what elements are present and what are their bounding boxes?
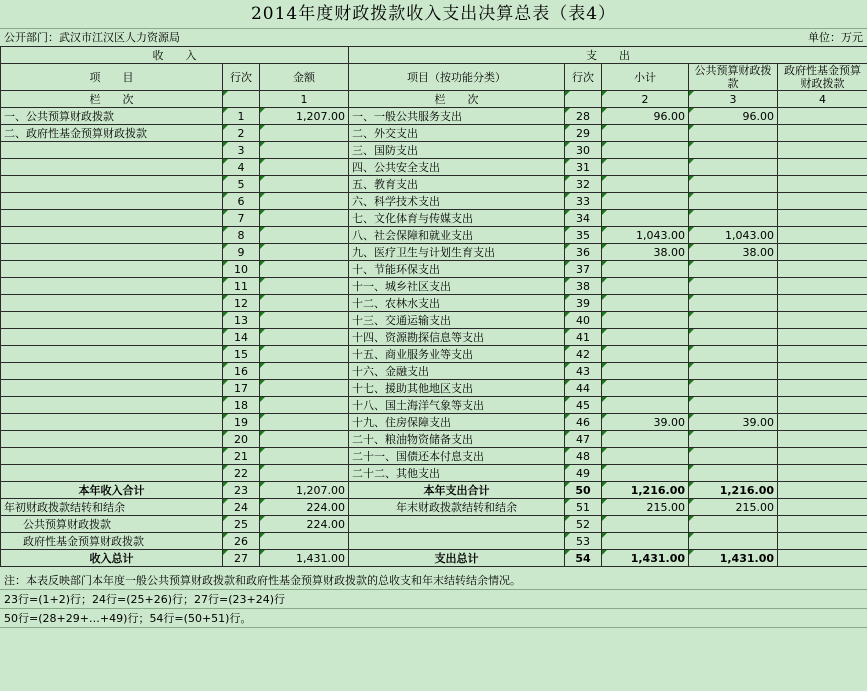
expense-fund-cell[interactable] [778, 125, 867, 142]
expense-row-no-cell[interactable]: 42 [565, 346, 602, 363]
meta-bar [0, 28, 867, 47]
expense-fund-cell[interactable] [778, 108, 867, 125]
income-row-no-cell[interactable]: 16 [223, 363, 260, 380]
expense-row-no-cell[interactable]: 30 [565, 142, 602, 159]
expense-public-cell[interactable] [689, 278, 778, 295]
income-item-cell[interactable] [1, 414, 223, 431]
table-row [1, 516, 867, 533]
lanci-blank-1[interactable] [223, 91, 260, 108]
department-label: 公开部门：武汉市江汉区人力资源局 [4, 31, 180, 44]
income-amount-cell[interactable] [260, 380, 349, 397]
income-row-no-cell[interactable]: 18 [223, 397, 260, 414]
expense-subtotal-cell[interactable] [602, 397, 689, 414]
income-item-cell[interactable]: 收入总计 [1, 550, 223, 567]
expense-public-cell[interactable] [689, 193, 778, 210]
table-row [1, 346, 867, 363]
table-row [1, 312, 867, 329]
header-fund-budget[interactable]: 政府性基金预算财政拨款 [778, 64, 867, 91]
expense-item-cell[interactable]: 十三、交通运输支出 [349, 312, 565, 329]
income-item-cell[interactable] [1, 142, 223, 159]
income-item-cell[interactable] [1, 193, 223, 210]
income-item-cell[interactable] [1, 159, 223, 176]
income-amount-cell[interactable] [260, 142, 349, 159]
expense-subtotal-cell[interactable]: 1,216.00 [602, 482, 689, 499]
expense-public-cell[interactable]: 39.00 [689, 414, 778, 431]
expense-public-cell[interactable] [689, 465, 778, 482]
expense-item-cell[interactable]: 二、外交支出 [349, 125, 565, 142]
header-item-func[interactable]: 项目（按功能分类） [349, 64, 565, 91]
expense-public-cell[interactable] [689, 312, 778, 329]
expense-row-no-cell[interactable]: 53 [565, 533, 602, 550]
expense-item-cell[interactable]: 十一、城乡社区支出 [349, 278, 565, 295]
table-row [1, 261, 867, 278]
expense-subtotal-cell[interactable] [602, 159, 689, 176]
expense-item-cell[interactable]: 七、文化体育与传媒支出 [349, 210, 565, 227]
expense-row-no-cell[interactable]: 45 [565, 397, 602, 414]
expense-subtotal-cell[interactable]: 1,431.00 [602, 550, 689, 567]
expense-row-no-cell[interactable]: 46 [565, 414, 602, 431]
lanci-label-right[interactable]: 栏 次 [349, 91, 565, 108]
expense-row-no-cell[interactable]: 49 [565, 465, 602, 482]
expense-fund-cell[interactable] [778, 465, 867, 482]
expense-public-cell[interactable]: 96.00 [689, 108, 778, 125]
expense-item-cell[interactable]: 五、教育支出 [349, 176, 565, 193]
table-row [1, 550, 867, 567]
income-amount-cell[interactable]: 1,431.00 [260, 550, 349, 567]
table-row [1, 414, 867, 431]
expense-public-cell[interactable] [689, 380, 778, 397]
expense-public-cell[interactable] [689, 448, 778, 465]
expense-row-no-cell[interactable]: 28 [565, 108, 602, 125]
expense-public-cell[interactable]: 1,431.00 [689, 550, 778, 567]
income-item-cell[interactable] [1, 346, 223, 363]
income-item-cell[interactable] [1, 261, 223, 278]
income-item-cell[interactable] [1, 278, 223, 295]
income-amount-cell[interactable] [260, 431, 349, 448]
income-amount-cell[interactable] [260, 244, 349, 261]
expense-fund-cell[interactable] [778, 312, 867, 329]
expense-fund-cell[interactable] [778, 499, 867, 516]
section-expense-header[interactable]: 支 出 [349, 47, 867, 64]
income-row-no-cell[interactable]: 5 [223, 176, 260, 193]
income-row-no-cell[interactable]: 12 [223, 295, 260, 312]
expense-subtotal-cell[interactable] [602, 312, 689, 329]
expense-public-cell[interactable]: 1,216.00 [689, 482, 778, 499]
table-row [1, 244, 867, 261]
expense-subtotal-cell[interactable] [602, 176, 689, 193]
income-row-no-cell[interactable]: 19 [223, 414, 260, 431]
income-row-no-cell[interactable]: 8 [223, 227, 260, 244]
table-row [1, 210, 867, 227]
income-item-cell[interactable] [1, 397, 223, 414]
table-row [1, 533, 867, 550]
income-item-cell[interactable] [1, 244, 223, 261]
income-item-cell[interactable]: 政府性基金预算财政拨款 [1, 533, 223, 550]
expense-row-no-cell[interactable]: 40 [565, 312, 602, 329]
expense-public-cell[interactable] [689, 159, 778, 176]
expense-public-cell[interactable]: 38.00 [689, 244, 778, 261]
expense-subtotal-cell[interactable] [602, 363, 689, 380]
table-row [1, 227, 867, 244]
table-row [1, 448, 867, 465]
expense-item-cell[interactable]: 十四、资源勘探信息等支出 [349, 329, 565, 346]
table-row [1, 482, 867, 499]
income-amount-cell[interactable]: 224.00 [260, 516, 349, 533]
expense-item-cell[interactable]: 一、一般公共服务支出 [349, 108, 565, 125]
income-amount-cell[interactable]: 1,207.00 [260, 482, 349, 499]
income-amount-cell[interactable] [260, 261, 349, 278]
expense-public-cell[interactable] [689, 397, 778, 414]
expense-item-cell[interactable]: 八、社会保障和就业支出 [349, 227, 565, 244]
expense-row-no-cell[interactable]: 39 [565, 295, 602, 312]
table-row [1, 431, 867, 448]
report-title: 2014年度财政拨款收入支出决算总表（表4） [250, 4, 617, 24]
expense-subtotal-cell[interactable] [602, 329, 689, 346]
expense-fund-cell[interactable] [778, 380, 867, 397]
expense-subtotal-cell[interactable]: 96.00 [602, 108, 689, 125]
expense-fund-cell[interactable] [778, 448, 867, 465]
expense-row-no-cell[interactable]: 48 [565, 448, 602, 465]
expense-item-cell[interactable]: 十九、住房保障支出 [349, 414, 565, 431]
income-item-cell[interactable]: 二、政府性基金预算财政拨款 [1, 125, 223, 142]
expense-subtotal-cell[interactable]: 38.00 [602, 244, 689, 261]
table-row [1, 193, 867, 210]
expense-fund-cell[interactable] [778, 142, 867, 159]
expense-row-no-cell[interactable]: 43 [565, 363, 602, 380]
income-row-no-cell[interactable]: 26 [223, 533, 260, 550]
expense-public-cell[interactable] [689, 431, 778, 448]
table-row [1, 108, 867, 125]
expense-subtotal-cell[interactable]: 1,043.00 [602, 227, 689, 244]
expense-item-cell[interactable]: 二十一、国债还本付息支出 [349, 448, 565, 465]
expense-item-cell[interactable]: 二十、粮油物资储备支出 [349, 431, 565, 448]
expense-fund-cell[interactable] [778, 550, 867, 567]
expense-fund-cell[interactable] [778, 210, 867, 227]
income-row-no-cell[interactable]: 25 [223, 516, 260, 533]
expense-public-cell[interactable] [689, 210, 778, 227]
income-amount-cell[interactable] [260, 176, 349, 193]
income-item-cell[interactable] [1, 363, 223, 380]
expense-item-cell[interactable]: 年末财政拨款结转和结余 [349, 499, 565, 516]
expense-row-no-cell[interactable]: 47 [565, 431, 602, 448]
income-amount-cell[interactable] [260, 533, 349, 550]
expense-item-cell[interactable]: 十七、援助其他地区支出 [349, 380, 565, 397]
income-row-no-cell[interactable]: 6 [223, 193, 260, 210]
expense-subtotal-cell[interactable] [602, 193, 689, 210]
lanci-col3[interactable]: 3 [689, 91, 778, 108]
income-amount-cell[interactable] [260, 448, 349, 465]
header-amount[interactable]: 金额 [260, 64, 349, 91]
expense-subtotal-cell[interactable] [602, 380, 689, 397]
expense-fund-cell[interactable] [778, 414, 867, 431]
table-row [1, 142, 867, 159]
expense-item-cell[interactable]: 十、节能环保支出 [349, 261, 565, 278]
table-row [1, 176, 867, 193]
expense-row-no-cell[interactable]: 52 [565, 516, 602, 533]
expense-subtotal-cell[interactable] [602, 125, 689, 142]
income-amount-cell[interactable] [260, 210, 349, 227]
header-item[interactable]: 项 目 [1, 64, 223, 91]
income-amount-cell[interactable] [260, 159, 349, 176]
lanci-col2[interactable]: 2 [602, 91, 689, 108]
expense-subtotal-cell[interactable] [602, 533, 689, 550]
expense-public-cell[interactable] [689, 533, 778, 550]
income-amount-cell[interactable] [260, 295, 349, 312]
expense-row-no-cell[interactable]: 51 [565, 499, 602, 516]
expense-row-no-cell[interactable]: 37 [565, 261, 602, 278]
expense-row-no-cell[interactable]: 31 [565, 159, 602, 176]
expense-public-cell[interactable]: 215.00 [689, 499, 778, 516]
income-row-no-cell[interactable]: 9 [223, 244, 260, 261]
section-income-header[interactable]: 收 入 [1, 47, 349, 64]
table-row [1, 465, 867, 482]
expense-subtotal-cell[interactable] [602, 295, 689, 312]
expense-public-cell[interactable] [689, 363, 778, 380]
income-amount-cell[interactable] [260, 329, 349, 346]
expense-item-cell[interactable]: 十五、商业服务业等支出 [349, 346, 565, 363]
expense-fund-cell[interactable] [778, 329, 867, 346]
expense-row-no-cell[interactable]: 44 [565, 380, 602, 397]
expense-public-cell[interactable] [689, 516, 778, 533]
expense-subtotal-cell[interactable] [602, 431, 689, 448]
table-row [1, 295, 867, 312]
expense-item-cell[interactable]: 十六、金融支出 [349, 363, 565, 380]
income-item-cell[interactable] [1, 465, 223, 482]
expense-fund-cell[interactable] [778, 516, 867, 533]
expense-public-cell[interactable] [689, 329, 778, 346]
expense-subtotal-cell[interactable] [602, 210, 689, 227]
expense-item-cell[interactable]: 四、公共安全支出 [349, 159, 565, 176]
expense-public-cell[interactable]: 1,043.00 [689, 227, 778, 244]
expense-row-no-cell[interactable]: 41 [565, 329, 602, 346]
expense-fund-cell[interactable] [778, 397, 867, 414]
income-amount-cell[interactable] [260, 227, 349, 244]
budget-table [0, 46, 867, 567]
expense-subtotal-cell[interactable]: 39.00 [602, 414, 689, 431]
income-row-no-cell[interactable]: 27 [223, 550, 260, 567]
income-item-cell[interactable] [1, 329, 223, 346]
income-item-cell[interactable] [1, 448, 223, 465]
expense-subtotal-cell[interactable] [602, 465, 689, 482]
income-item-cell[interactable] [1, 176, 223, 193]
income-row-no-cell[interactable]: 7 [223, 210, 260, 227]
header-subtotal[interactable]: 小计 [602, 64, 689, 91]
income-amount-cell[interactable] [260, 363, 349, 380]
lanci-label-left[interactable]: 栏 次 [1, 91, 223, 108]
income-item-cell[interactable]: 一、公共预算财政拨款 [1, 108, 223, 125]
income-item-cell[interactable] [1, 312, 223, 329]
expense-row-no-cell[interactable]: 35 [565, 227, 602, 244]
table-row [1, 278, 867, 295]
expense-item-cell[interactable]: 十八、国土海洋气象等支出 [349, 397, 565, 414]
expense-row-no-cell[interactable]: 34 [565, 210, 602, 227]
expense-fund-cell[interactable] [778, 346, 867, 363]
income-amount-cell[interactable] [260, 414, 349, 431]
expense-item-cell[interactable]: 六、科学技术支出 [349, 193, 565, 210]
income-amount-cell[interactable] [260, 346, 349, 363]
income-amount-cell[interactable] [260, 465, 349, 482]
expense-fund-cell[interactable] [778, 482, 867, 499]
income-row-no-cell[interactable]: 14 [223, 329, 260, 346]
expense-subtotal-cell[interactable] [602, 448, 689, 465]
income-item-cell[interactable] [1, 295, 223, 312]
table-row [1, 397, 867, 414]
income-item-cell[interactable] [1, 210, 223, 227]
income-row-no-cell[interactable]: 1 [223, 108, 260, 125]
income-row-no-cell[interactable]: 22 [223, 465, 260, 482]
expense-row-no-cell[interactable]: 36 [565, 244, 602, 261]
table-row [1, 125, 867, 142]
expense-row-no-cell[interactable]: 32 [565, 176, 602, 193]
expense-row-no-cell[interactable]: 50 [565, 482, 602, 499]
expense-item-cell[interactable]: 三、国防支出 [349, 142, 565, 159]
income-item-cell[interactable]: 本年收入合计 [1, 482, 223, 499]
expense-row-no-cell[interactable]: 38 [565, 278, 602, 295]
income-amount-cell[interactable] [260, 125, 349, 142]
income-item-cell[interactable] [1, 227, 223, 244]
expense-fund-cell[interactable] [778, 533, 867, 550]
expense-row-no-cell[interactable]: 33 [565, 193, 602, 210]
income-row-no-cell[interactable]: 21 [223, 448, 260, 465]
income-item-cell[interactable]: 年初财政拨款结转和结余 [1, 499, 223, 516]
expense-public-cell[interactable] [689, 346, 778, 363]
expense-fund-cell[interactable] [778, 193, 867, 210]
table-row [1, 159, 867, 176]
expense-item-cell[interactable]: 支出总计 [349, 550, 565, 567]
expense-fund-cell[interactable] [778, 278, 867, 295]
expense-fund-cell[interactable] [778, 295, 867, 312]
expense-fund-cell[interactable] [778, 244, 867, 261]
expense-public-cell[interactable] [689, 176, 778, 193]
income-row-no-cell[interactable]: 13 [223, 312, 260, 329]
header-public-budget[interactable]: 公共预算财政拨款 [689, 64, 778, 91]
table-row [1, 380, 867, 397]
unit-label: 单位：万元 [808, 31, 863, 44]
expense-row-no-cell[interactable]: 29 [565, 125, 602, 142]
table-row [1, 363, 867, 380]
expense-subtotal-cell[interactable]: 215.00 [602, 499, 689, 516]
income-row-no-cell[interactable]: 23 [223, 482, 260, 499]
expense-public-cell[interactable] [689, 295, 778, 312]
expense-item-cell[interactable]: 二十二、其他支出 [349, 465, 565, 482]
note-line: 50行=(28+29+…+49)行；54行=(50+51)行。 [0, 609, 867, 628]
expense-fund-cell[interactable] [778, 363, 867, 380]
header-row-no-2[interactable]: 行次 [565, 64, 602, 91]
expense-item-cell[interactable] [349, 516, 565, 533]
header-row-no[interactable]: 行次 [223, 64, 260, 91]
expense-item-cell[interactable]: 本年支出合计 [349, 482, 565, 499]
income-item-cell[interactable] [1, 380, 223, 397]
income-row-no-cell[interactable]: 24 [223, 499, 260, 516]
expense-item-cell[interactable] [349, 533, 565, 550]
expense-subtotal-cell[interactable] [602, 261, 689, 278]
income-amount-cell[interactable]: 224.00 [260, 499, 349, 516]
expense-public-cell[interactable] [689, 125, 778, 142]
income-amount-cell[interactable] [260, 312, 349, 329]
expense-subtotal-cell[interactable] [602, 346, 689, 363]
expense-public-cell[interactable] [689, 142, 778, 159]
income-row-no-cell[interactable]: 20 [223, 431, 260, 448]
income-row-no-cell[interactable]: 17 [223, 380, 260, 397]
lanci-col4[interactable]: 4 [778, 91, 867, 108]
income-amount-cell[interactable] [260, 278, 349, 295]
lanci-col1[interactable]: 1 [260, 91, 349, 108]
income-row-no-cell[interactable]: 11 [223, 278, 260, 295]
expense-subtotal-cell[interactable] [602, 142, 689, 159]
income-row-no-cell[interactable]: 4 [223, 159, 260, 176]
expense-fund-cell[interactable] [778, 261, 867, 278]
expense-fund-cell[interactable] [778, 176, 867, 193]
income-amount-cell[interactable]: 1,207.00 [260, 108, 349, 125]
expense-item-cell[interactable]: 十二、农林水支出 [349, 295, 565, 312]
expense-fund-cell[interactable] [778, 159, 867, 176]
table-row [1, 499, 867, 516]
expense-fund-cell[interactable] [778, 431, 867, 448]
expense-item-cell[interactable]: 九、医疗卫生与计划生育支出 [349, 244, 565, 261]
note-line: 注：本表反映部门本年度一般公共预算财政拨款和政府性基金预算财政拨款的总收支和年末结转结余情况。 [0, 571, 867, 590]
income-row-no-cell[interactable]: 2 [223, 125, 260, 142]
expense-fund-cell[interactable] [778, 227, 867, 244]
income-amount-cell[interactable] [260, 397, 349, 414]
expense-subtotal-cell[interactable] [602, 516, 689, 533]
income-row-no-cell[interactable]: 10 [223, 261, 260, 278]
income-amount-cell[interactable] [260, 193, 349, 210]
expense-public-cell[interactable] [689, 261, 778, 278]
income-row-no-cell[interactable]: 3 [223, 142, 260, 159]
income-row-no-cell[interactable]: 15 [223, 346, 260, 363]
income-item-cell[interactable]: 公共预算财政拨款 [1, 516, 223, 533]
table-row [1, 329, 867, 346]
expense-subtotal-cell[interactable] [602, 278, 689, 295]
expense-row-no-cell[interactable]: 54 [565, 550, 602, 567]
lanci-blank-2[interactable] [565, 91, 602, 108]
note-line: 23行=(1+2)行；24行=(25+26)行；27行=(23+24)行 [0, 590, 867, 609]
income-item-cell[interactable] [1, 431, 223, 448]
